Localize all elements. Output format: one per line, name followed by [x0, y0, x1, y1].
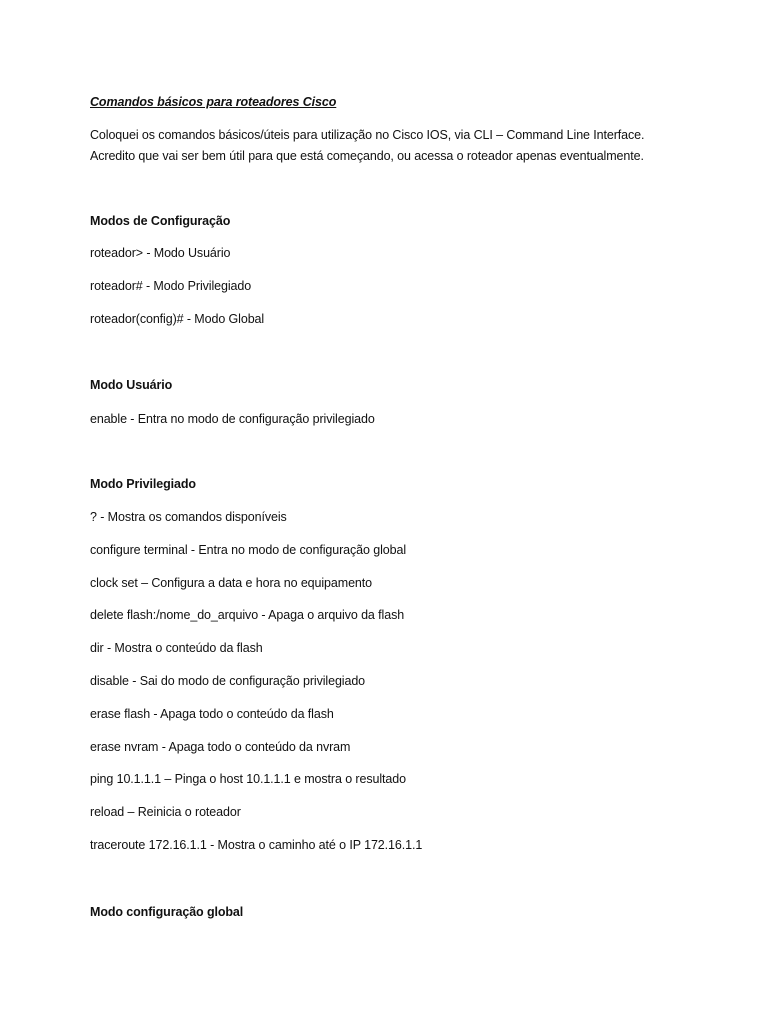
list-item: delete flash:/nome_do_arquivo - Apaga o arquivo da flash [90, 608, 405, 622]
list-item: configure terminal - Entra no modo de configuração global [90, 543, 407, 557]
list-item: roteador(config)# - Modo Global [90, 312, 265, 326]
document-title: Comandos básicos para roteadores Cisco [90, 95, 337, 109]
section-heading-modo-privilegiado: Modo Privilegiado [90, 477, 196, 491]
list-item: traceroute 172.16.1.1 - Mostra o caminho até o IP 172.16.1.1 [90, 838, 423, 852]
intro-line-2: Acredito que vai ser bem útil para que está começando, ou acessa o roteador apenas eventualmente. [90, 149, 644, 163]
section-heading-modo-usuario: Modo Usuário [90, 378, 173, 392]
list-item: roteador> - Modo Usuário [90, 246, 231, 260]
list-item: reload – Reinicia o roteador [90, 805, 241, 819]
list-item: clock set – Configura a data e hora no equipamento [90, 576, 372, 590]
list-item: disable - Sai do modo de configuração privilegiado [90, 674, 366, 688]
intro-line-1: Coloquei os comandos básicos/úteis para utilização no Cisco IOS, via CLI – Command Line Interface. [90, 128, 645, 142]
list-item: ? - Mostra os comandos disponíveis [90, 510, 287, 524]
list-item: erase nvram - Apaga todo o conteúdo da nvram [90, 740, 351, 754]
list-item: dir - Mostra o conteúdo da flash [90, 641, 263, 655]
list-item: erase flash - Apaga todo o conteúdo da flash [90, 707, 334, 721]
section-heading-modos-configuracao: Modos de Configuração [90, 214, 231, 228]
list-item: enable - Entra no modo de configuração privilegiado [90, 412, 375, 426]
section-heading-modo-configuracao-global: Modo configuração global [90, 905, 244, 919]
list-item: ping 10.1.1.1 – Pinga o host 10.1.1.1 e mostra o resultado [90, 772, 406, 786]
list-item: roteador# - Modo Privilegiado [90, 279, 252, 293]
